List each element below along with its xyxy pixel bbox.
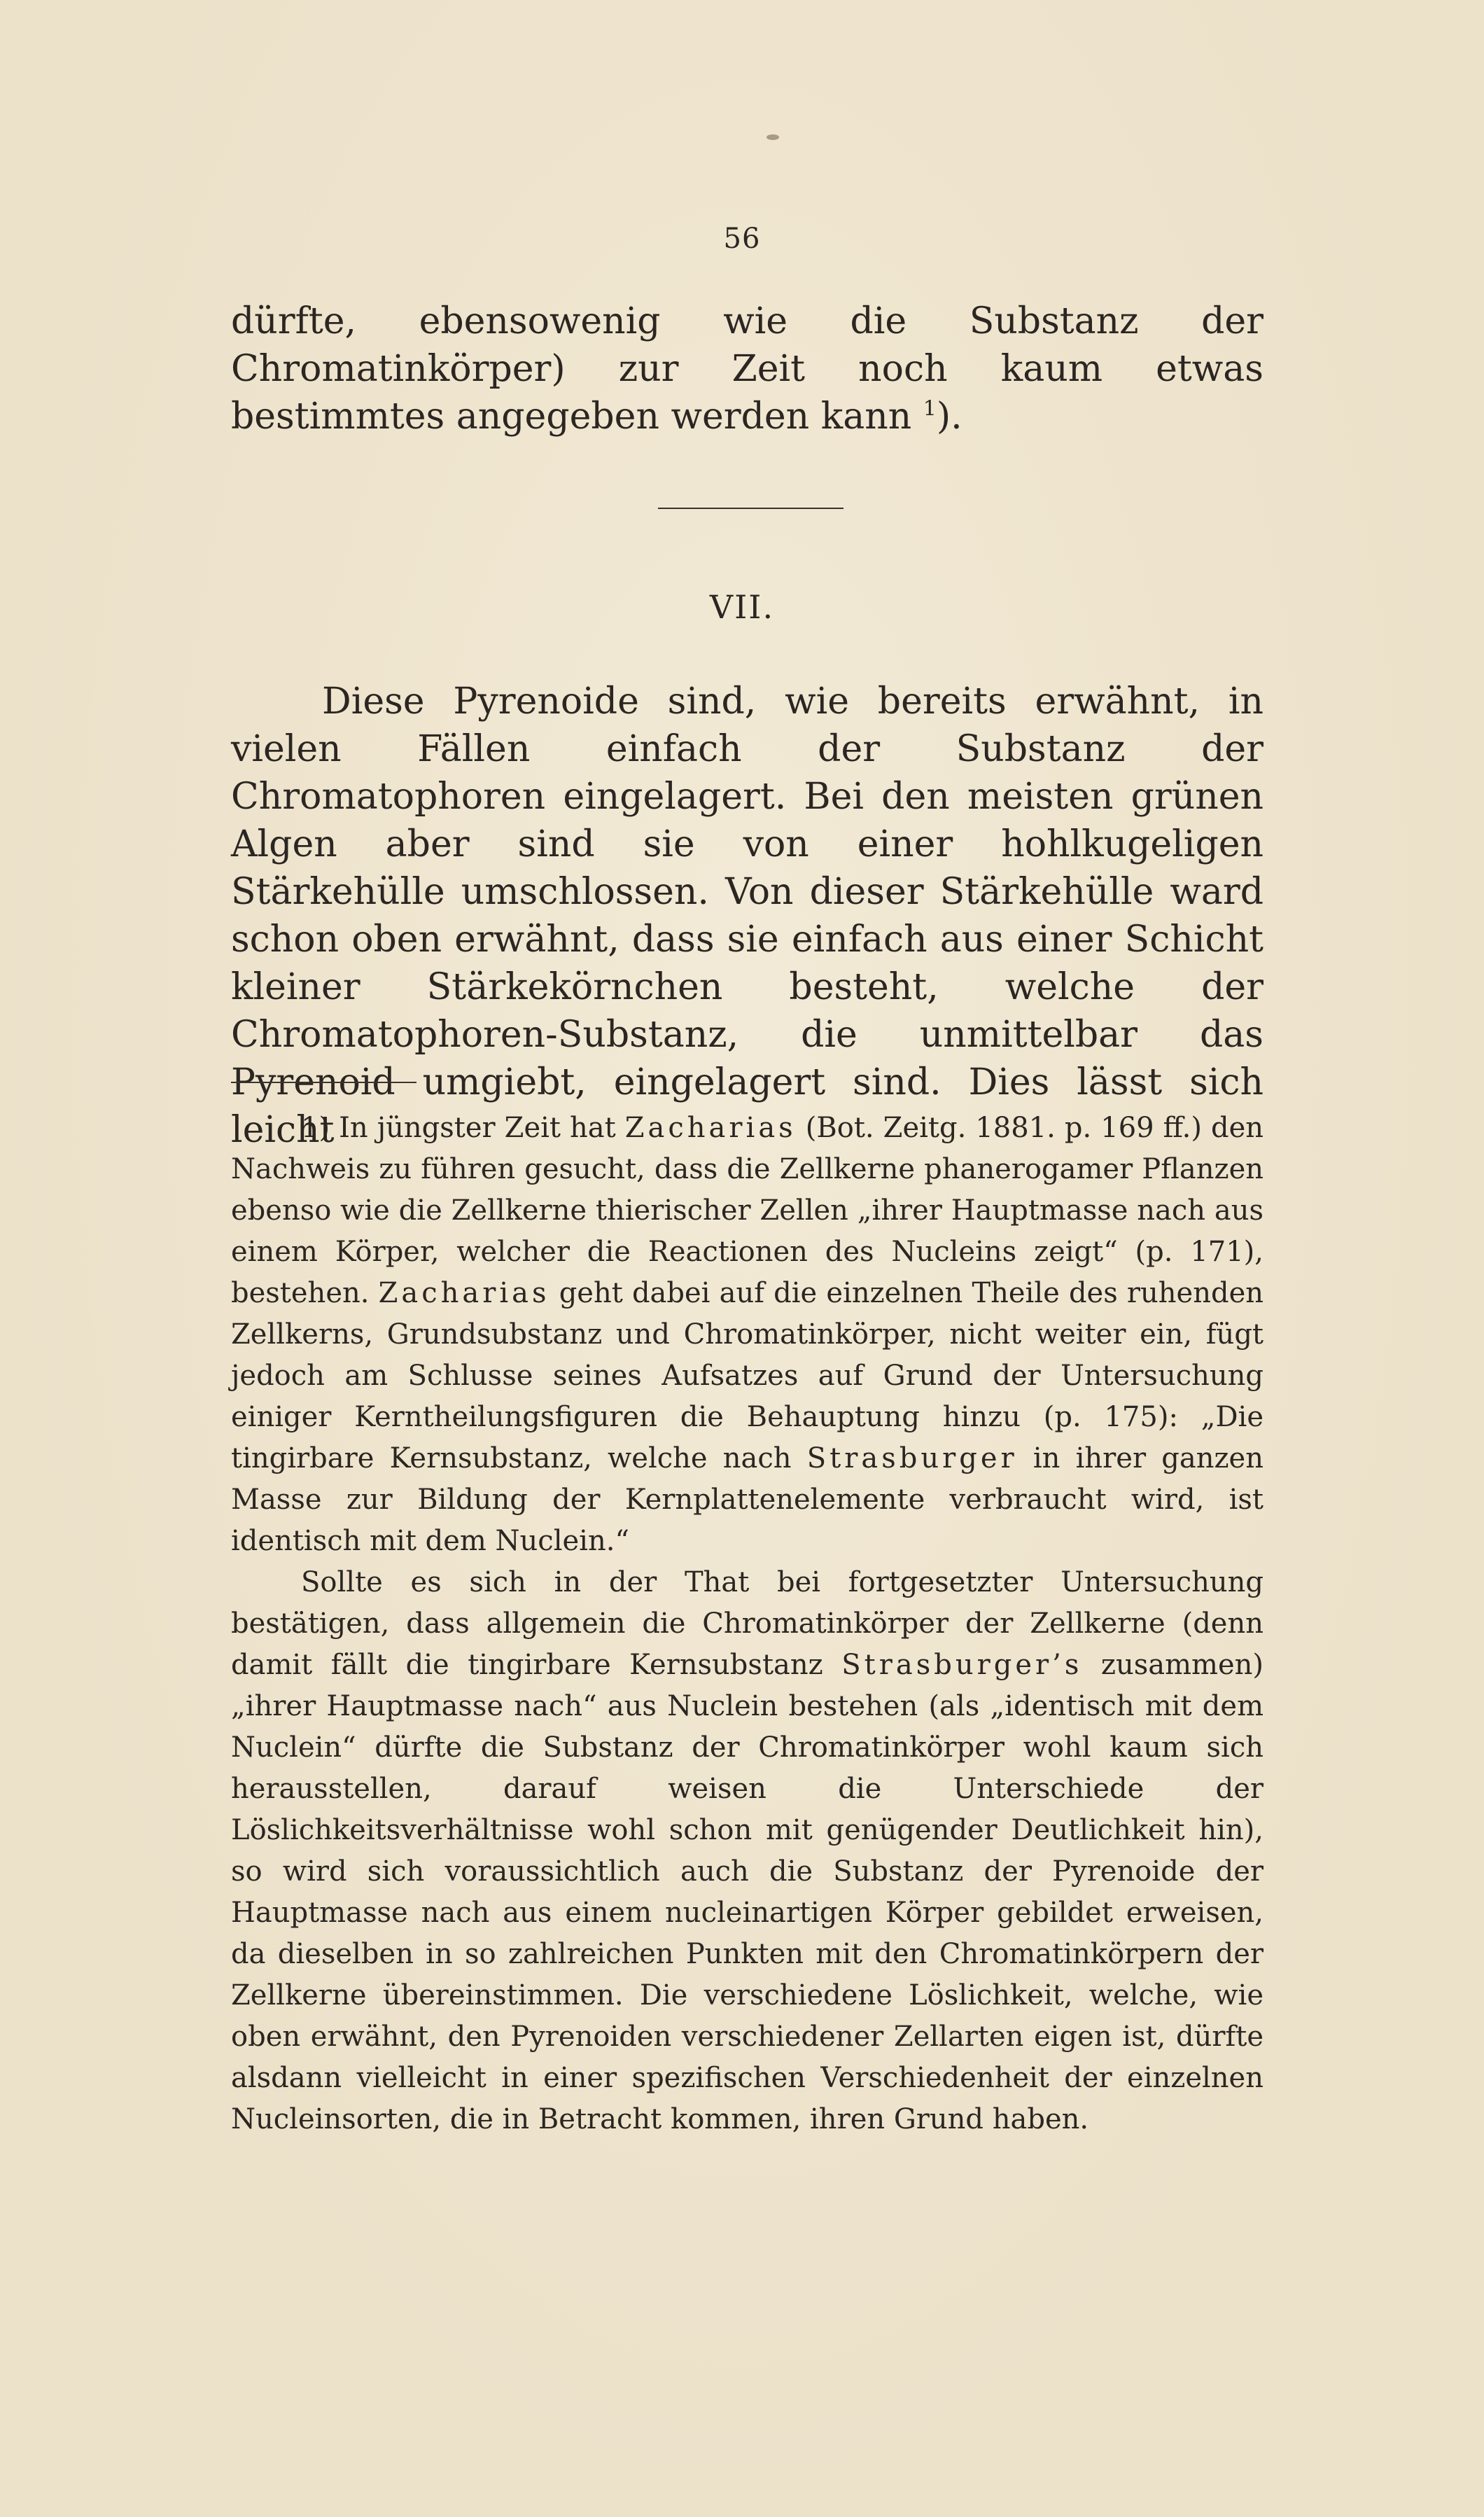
footnote-text: (Bot. Zeitg. 1881. p. 169 ff.) den Nachweis zu führen gesucht, dass die Zellkerne phanerogamer Pflanzen ebenso wie die Zellkerne thierischer Zellen „ihrer Hauptmasse nach aus einem Körper, welcher die Reactionen des Nucleins zeigt“ (p. 171), bestehen. (231, 1112, 1264, 1309)
author-name: Zacharias (624, 1112, 797, 1144)
footnote (231, 1108, 1264, 2140)
footnote-text: 1) In jüngster Zeit hat (301, 1112, 616, 1144)
continued-paragraph-text (231, 298, 1264, 440)
author-name: Strasburger (806, 1442, 1018, 1474)
footnote-divider (231, 1082, 416, 1083)
continued-text: dürfte, ebensowenig wie die Substanz der Chromatinkörper) zur Zeit noch kaum etwas bestimmtes angegeben werden kann (231, 300, 1264, 438)
page-number: 56 (723, 223, 761, 255)
section-heading: VII. (709, 588, 775, 626)
paper-speck (766, 134, 779, 140)
section-vii-paragraph: Diese Pyrenoide sind, wie bereits erwähnt, in vielen Fällen einfach der Substanz der Chromatophoren eingelagert. Bei den meisten grünen Algen aber sind sie von einer hohlkugeligen Stärkehülle umschlossen. Von dieser Stärkehülle ward schon oben erwähnt, dass sie einfach aus einer Schicht kleiner Stärkekörnchen besteht, welche der Chromatophoren-Substanz, die unmittelbar das Pyrenoid umgiebt, eingelagert sind. Dies lässt sich leicht (231, 681, 1264, 1151)
section-divider (658, 508, 844, 509)
author-name: Strasburger’s (841, 1649, 1083, 1681)
footnote-paragraph-1 (231, 1108, 1264, 1562)
footnote-paragraph-2 (231, 1562, 1264, 2140)
author-name: Zacharias (378, 1277, 550, 1309)
continued-paragraph (231, 298, 1264, 440)
footnote-reference: 1 (923, 396, 937, 421)
footnote-text: zusammen) „ihrer Hauptmasse nach“ aus Nuclein bestehen (als „identisch mit dem Nuclein“ dürfte die Substanz der Chromatinkörper wohl kaum sich herausstellen, darauf weisen die Unterschiede der Löslichkeitsverhältnisse wohl schon mit genügender Deutlichkeit hin), so wird sich voraussichtlich auch die Substanz der Pyrenoide der Hauptmasse nach aus einem nucleinartigen Körper gebildet erweisen, da dieselben in so zahlreichen Punkten mit den Chromatinkörpern der Zellkerne übereinstimmen. Die verschiedene Löslichkeit, welche, wie oben erwähnt, den Pyrenoiden verschiedener Zellarten eigen ist, dürfte alsdann vielleicht in einer spezifischen Verschiedenheit der einzelnen Nucleinsorten, die in Betracht kommen, ihren Grund haben. (231, 1649, 1264, 2135)
footnote-text: geht dabei auf die einzelnen Theile des ruhenden Zellkerns, Grundsubstanz und Chromatinkörper, nicht weiter ein, fügt jedoch am Schlusse seines Aufsatzes auf Grund der Untersuchung einiger Kerntheilungsfiguren die Behauptung hinzu (p. 175): „Die tingirbare Kernsubstanz, welche nach (231, 1277, 1264, 1474)
footnote-reference-close: ). (936, 396, 962, 438)
footnote-text: Sollte es sich in der That bei fortgesetzter Untersuchung bestätigen, dass allgemein die Chromatinkörper der Zellkerne (denn damit fällt die tingirbare Kernsubstanz (231, 1566, 1264, 1681)
footnote-text: in ihrer ganzen Masse zur Bildung der Kernplattenelemente verbraucht wird, ist identisch mit dem Nuclein.“ (231, 1442, 1264, 1557)
